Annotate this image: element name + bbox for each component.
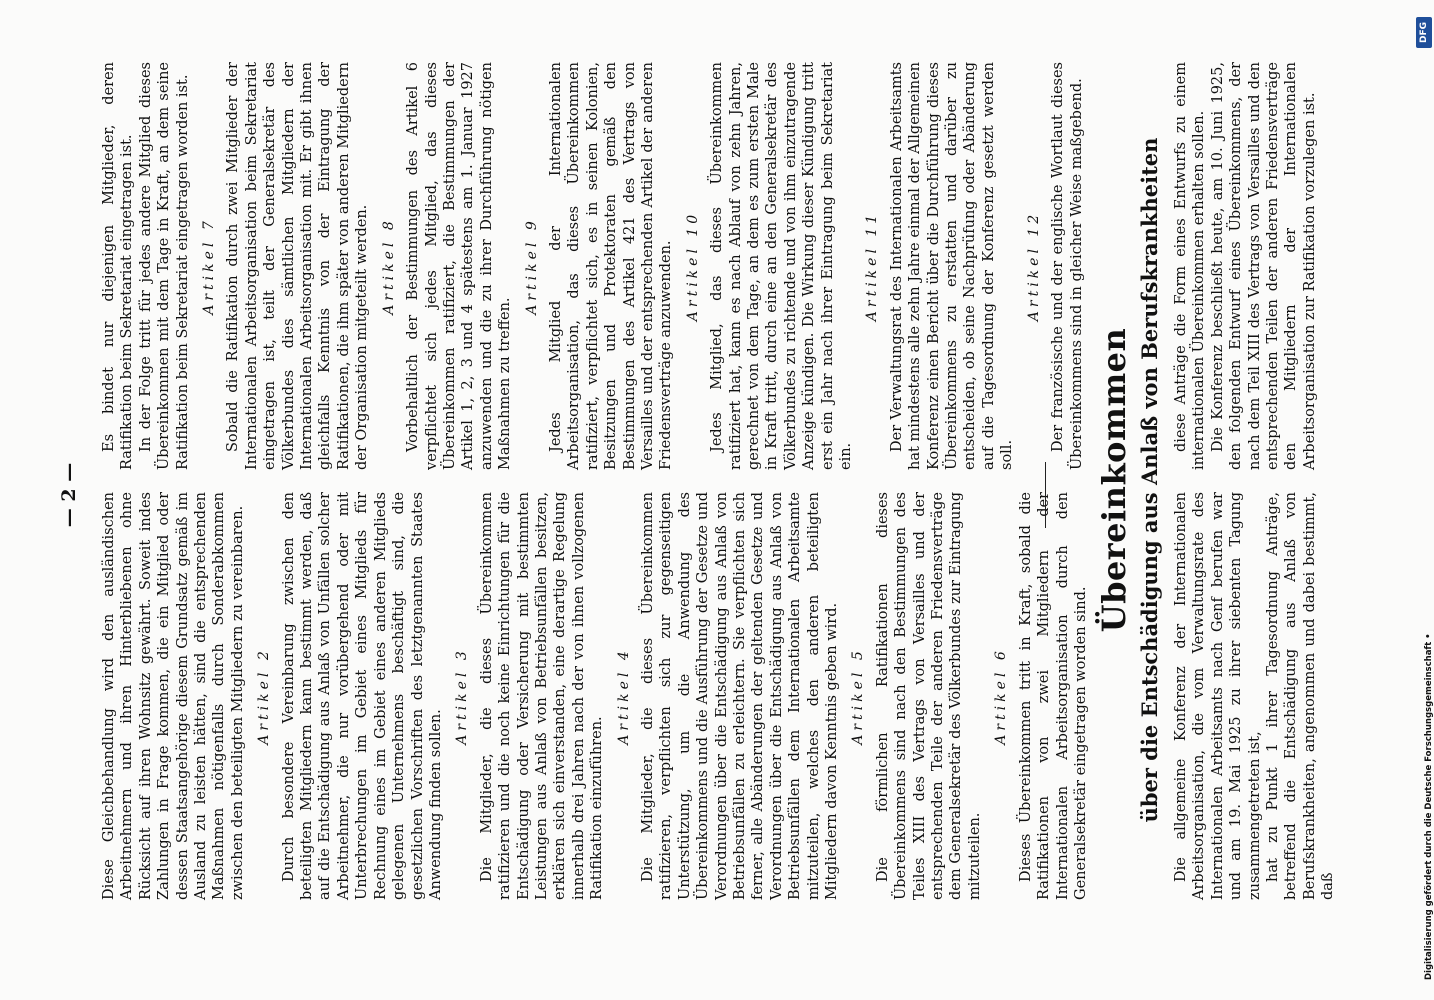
heading-title: Übereinkommen [1095,327,1133,633]
page-number: — 2 — [58,462,80,528]
dfg-logo: DFG [1416,17,1432,48]
article-10-text: Jedes Mitglied, das dieses Übereinkommen ratifiziert hat, kann es nach Ablauf von zehn Jahren, gerechnet von dem Tage, an dem es zum ersten Male in Kraft tritt, durch eine an den Generalsekretär des Völkerbundes zu richtende und von ihm einzutragende Anzeige kündigen. Die Wirkung dieser Kündigung tritt erst ein Jahr nach ihrer Eintragung beim Sekretariat ein. [709,62,855,470]
left-column [100,492,1090,900]
article-12-title: Artikel 12 [1025,210,1042,322]
article-10-title: Artikel 10 [684,210,701,322]
article-5-title: Artikel 5 [850,647,867,745]
article-9-title: Artikel 9 [523,217,540,315]
article-12-text: Der französische und der englische Wortlaut dieses Übereinkommens sind in gleicher Weise maßgebend. [1050,62,1085,470]
article-9-text: Jedes Mitglied der Internationalen Arbeitsorganisation, das dieses Übereinkommen ratifiziert, verpflichtet sich, es in seinen Kolonien, Besitzungen und Protektoraten gemäß den Bestimmungen des Artikel 421 des Vertrags von Versailles und der entsprechenden Artikel der anderen Friedensverträge anzuwenden. [547,62,675,470]
article-8-title: Artikel 8 [380,217,397,315]
article-3-text: Die Mitglieder, die dieses Übereinkommen ratifizieren und die noch keine Einrichtungen für die Entschädigung oder Versicherung mit bestimmten Leistungen aus Anlaß von Betriebsunfällen besitzen, erklären sich einverstanden, eine derartige Regelung innerhalb drei Jahren nach der von ihnen vollzogenen Ratifikation einzuführen. [478,492,606,900]
article-3-title: Artikel 3 [454,647,471,745]
article-4-title: Artikel 4 [615,647,632,745]
heading-subtitle: über die Entschädigung aus Anlaß von Berufskrankheiten [1137,137,1162,823]
paragraph-entry-into-force: In der Folge tritt für jedes andere Mitglied dieses Übereinkommen mit dem Tage in Kraft, an dem seine Ratifikation beim Sekretariat eingetragen worden ist. [137,62,191,470]
preamble-paragraph-2: hat zu Punkt 1 ihrer Tagesordnung Anträge, betreffend die Entschädigung aus Anlaß von Berufskrankheiten, angenommen und dabei bestimmt, daß [1265,492,1337,900]
article-6-title: Artikel 6 [993,647,1010,745]
article-11-text: Der Verwaltungsrat des Internationalen Arbeitsamts hat mindestens alle zehn Jahre einmal der Allgemeinen Konferenz einen Bericht über die Durchführung dieses Übereinkommens zu erstatten und darüber zu entscheiden, ob seine Nachprüfung oder Abänderung auf die Tagesordnung der Konferenz gesetzt werden soll. [888,62,1016,470]
article-7-title: Artikel 7 [201,217,218,315]
section-heading [1095,60,1162,900]
article-4-text: Die Mitglieder, die dieses Übereinkommen ratifizieren, verpflichten sich zur gegenseitigen Unterstützung, um die Anwendung des Übereinkommens und die Ausführung der Gesetze und Verordnungen über die Entschädigung aus Anlaß von Betriebsunfällen zu erleichtern. Sie verpflichten sich ferner, alle Abänderungen der geltenden Gesetze und Verordnungen über die Entschädigung aus Anlaß von Betriebsunfällen dem Internationalen Arbeitsamte mitzuteilen, welches den anderen beteiligten Mitgliedern davon Kenntnis geben wird. [639,492,841,900]
preamble-left [1172,492,1338,900]
paragraph-continuation: Diese Gleichbehandlung wird den ausländischen Arbeitnehmern und ihren Hinterbliebenen ohne Rücksicht auf ihren Wohnsitz gewährt. Soweit indes Zahlungen in Frage kommen, die ein Mitglied oder dessen Staatsangehörige diesem Grundsatz gemäß im Ausland zu leisten hätten, sind die entsprechenden Maßnahmen nötigenfalls durch Sonderabkommen zwischen den beteiligten Mitgliedern zu vereinbaren. [101,492,246,900]
article-7-text: Sobald die Ratifikation durch zwei Mitglieder der Internationalen Arbeitsorganisation beim Sekretariat eingetragen ist, teilt der Generalsekretär des Völkerbundes dies sämtlichen Mitgliedern der Internationalen Arbeitsorganisation mit. Er gibt ihnen gleichfalls Kenntnis von der Eintragung der Ratifikationen, die ihm später von anderen Mitgliedern der Organisation mitgeteilt werden. [225,62,371,470]
right-column [100,62,1086,470]
paragraph-binding: Es bindet nur diejenigen Mitglieder, deren Ratifikation beim Sekretariat eingetragen ist. [101,62,136,470]
article-6-text: Dieses Übereinkommen tritt in Kraft, sobald die Ratifikationen von zwei Mitgliedern der Internationalen Arbeitsorganisation durch den Generalsekretär eingetragen worden sind. [1017,492,1089,900]
article-8-text: Vorbehaltlich der Bestimmungen des Artikel 6 verpflichtet sich jedes Mitglied, das dieses Übereinkommen ratifiziert, die Bestimmungen der Artikel 1, 2, 3 und 4 spätestens am 1. Januar 1927 anzuwenden und die zu ihrer Durchführung nötigen Maßnahmen zu treffen. [405,62,514,470]
preamble-paragraph-4: Die Konferenz beschließt heute, am 10. Juni 1925, den folgenden Entwurf eines Übereinkommens, der nach dem Teil XIII des Vertrags von Versailles und den entsprechenden Teilen der anderen Friedensverträge den Mitgliedern der Internationalen Arbeitsorganisation zur Ratifikation vorzulegen ist. [1209,62,1318,470]
preamble-paragraph-1: Die allgemeine Konferenz der Internationalen Arbeitsorganisation, die vom Verwaltungsrate des Internationalen Arbeitsamts nach Genf berufen war und am 19. Mai 1925 zu ihrer siebenten Tagung zusammengetreten ist, [1173,492,1263,900]
article-2-text: Durch besondere Vereinbarung zwischen den beteiligten Mitgliedern kann bestimmt werden, daß auf die Entschädigung aus Anlaß von Unfällen solcher Arbeitnehmer, die nur vorübergehend oder mit Unterbrechungen im Gebiet eines Mitglieds für Rechnung eines im Gebiet eines anderen Mitglieds gelegenen Unternehmens beschäftigt sind, die gesetzlichen Vorschriften des letztgenannten Staates Anwendung finden sollen. [280,492,444,900]
article-2-title: Artikel 2 [256,647,273,745]
preamble-right [1172,62,1319,470]
article-5-text: Die förmlichen Ratifikationen dieses Übereinkommens sind nach den Bestimmungen des Teiles XIII des Vertrags von Versailles und der entsprechenden Teile der anderen Friedensverträge dem Generalsekretär des Völkerbundes zur Eintragung mitzuteilen. [874,492,983,900]
digitization-note: Digitalisierung gefördert durch die Deutsche Forschungsgemeinschaft • [1424,633,1434,980]
section-divider [1045,462,1046,528]
article-11-title: Artikel 11 [864,210,881,322]
preamble-paragraph-3: diese Anträge die Form eines Entwurfs zu einem internationalen Übereinkommen erhalten sollen. [1173,62,1208,470]
